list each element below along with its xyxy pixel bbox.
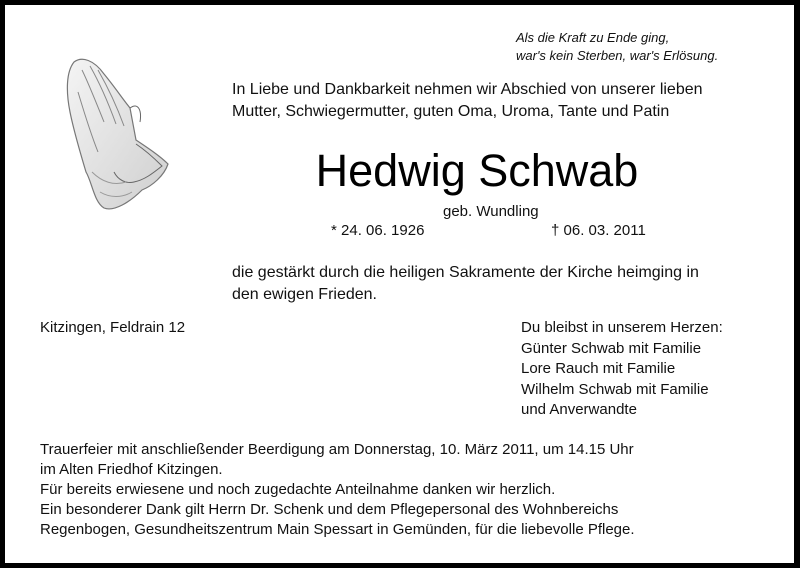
family-address: Kitzingen, Feldrain 12	[40, 319, 186, 336]
notice-line: Trauerfeier mit anschließender Beerdigung am Donnerstag, 10. März 2011, um 14.15 Uhr	[40, 441, 634, 458]
motto-line: Als die Kraft zu Ende ging,	[516, 30, 670, 45]
death-date: † 06. 03. 2011	[551, 222, 646, 239]
notice-line: im Alten Friedhof Kitzingen.	[40, 461, 223, 478]
intro-line: In Liebe und Dankbarkeit nehmen wir Abschied von unserer lieben	[232, 81, 703, 98]
deceased-name-text: Hedwig Schwab	[315, 145, 639, 196]
motto-quote	[516, 29, 718, 65]
funeral-notice	[40, 440, 635, 540]
notice-line: Regenbogen, Gesundheitszentrum Main Spessart in Gemünden, für die liebevolle Pflege.	[40, 521, 635, 538]
mourner-item: Wilhelm Schwab mit Familie	[521, 380, 709, 398]
faith-line: den ewigen Frieden.	[232, 286, 377, 303]
intro-line: Mutter, Schwiegermutter, guten Oma, Uroma, Tante und Patin	[232, 103, 670, 120]
intro-text	[232, 79, 703, 123]
notice-line: Ein besonderer Dank gilt Herrn Dr. Schenk und dem Pflegepersonal des Wohnbereichs	[40, 501, 619, 518]
notice-line: Für bereits erwiesene und noch zugedachte Anteilnahme danken wir herzlich.	[40, 481, 556, 498]
mourners-list	[521, 318, 723, 421]
mourner-item: und Anverwandte	[521, 401, 637, 418]
motto-line: war's kein Sterben, war's Erlösung.	[516, 48, 719, 63]
mourner-item: Günter Schwab mit Familie	[521, 339, 702, 357]
faith-line: die gestärkt durch die heiligen Sakramente der Kirche heimging in	[232, 264, 699, 281]
birth-date: * 24. 06. 1926	[331, 222, 425, 239]
birth-name: geb. Wundling	[443, 203, 539, 220]
mourners-heading: Du bleibst in unserem Herzen:	[521, 319, 723, 336]
deceased-name	[0, 146, 800, 196]
faith-text	[232, 262, 699, 306]
praying-hands-icon	[52, 52, 172, 222]
mourner-item: Lore Rauch mit Familie	[521, 360, 676, 377]
